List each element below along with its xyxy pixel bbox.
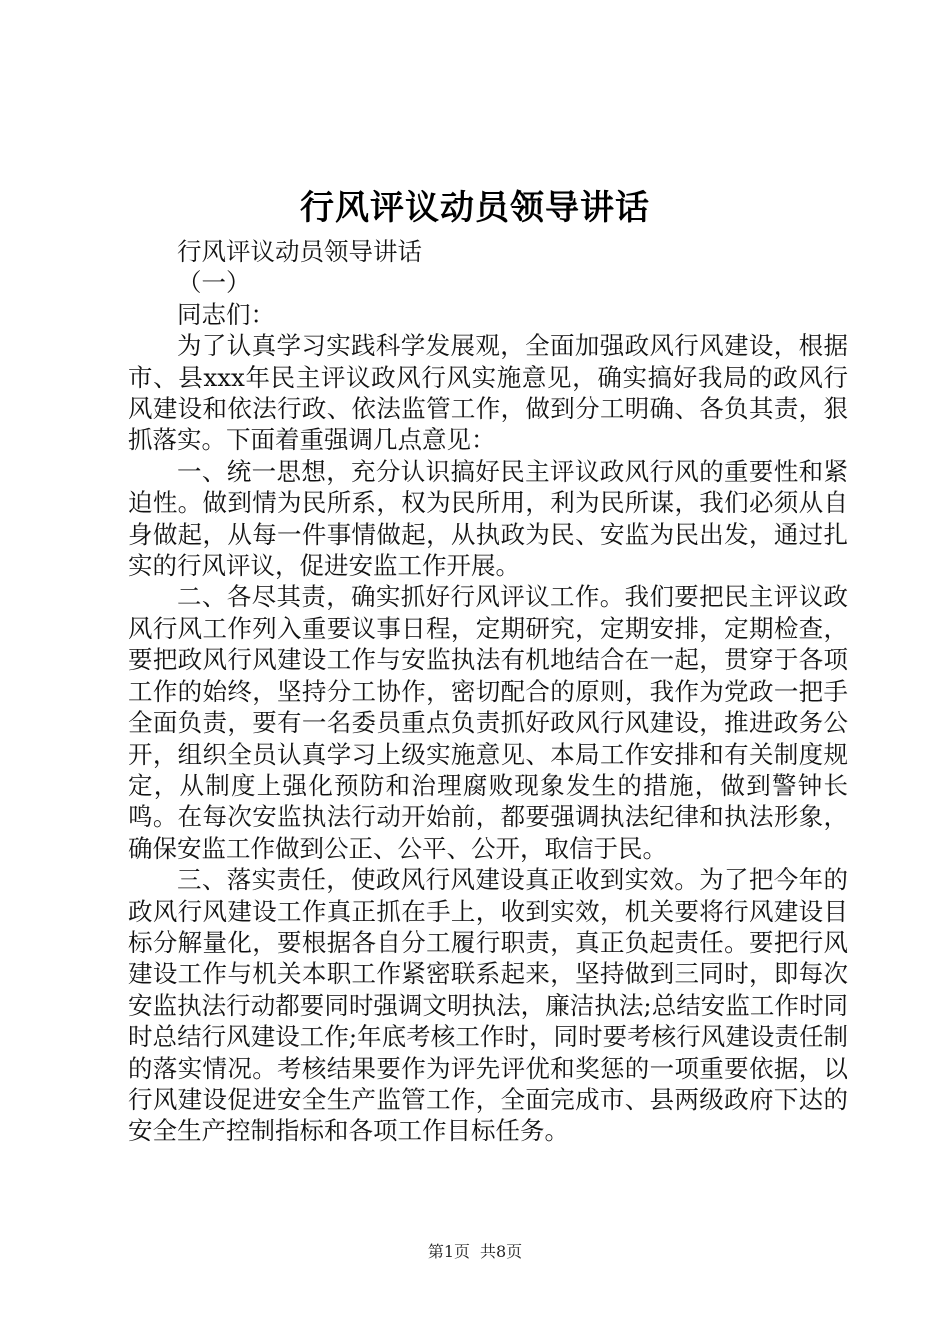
subtitle-paragraph: 行风评议动员领导讲话 <box>177 237 422 266</box>
page-total: 共8页 <box>480 1242 523 1261</box>
document-body <box>128 236 848 1147</box>
point-three-paragraph: 三、落实责任，使政风行风建设真正收到实效。为了把今年的政风行风建设工作真正抓在手上，收到实效，机关要将行风建设目标分解量化，要根据各自分工履行职责，真正负起责任。要把行风建设工作与机关本职工作紧密联系起来，坚持做到三同时，即每次安监执法行动都要同时强调文明执法，廉洁执法;总结安监工作时同时总结行风建设工作;年底考核工作时，同时要考核行风建设责任制的落实情况。考核结果要作为评先评优和奖惩的一项重要依据，以行风建设促进安全生产监管工作，全面完成市、县两级政府下达的安全生产控制指标和各项工作目标任务。 <box>128 865 848 1146</box>
point-one-paragraph: 一、统一思想，充分认识搞好民主评议政风行风的重要性和紧迫性。做到情为民所系，权为民所用，利为民所谋，我们必须从自身做起，从每一件事情做起，从执政为民、安监为民出发，通过扎实的行风评议，促进安监工作开展。 <box>128 456 848 581</box>
intro-paragraph: 为了认真学习实践科学发展观，全面加强政风行风建设，根据市、县xxx年民主评议政风行风实施意见，确实搞好我局的政风行风建设和依法行政、依法监管工作，做到分工明确、各负其责，狠抓落实。下面着重强调几点意见： <box>128 331 848 455</box>
point-two-paragraph: 二、各尽其责，确实抓好行风评议工作。我们要把民主评议政风行风工作列入重要议事日程，定期研究，定期安排，定期检查，要把政风行风建设工作与安监执法有机地结合在一起，贯穿于各项工作的始终，坚持分工协作，密切配合的原则，我作为党政一把手全面负责，要有一名委员重点负责抓好政风行风建设，推进政务公开，组织全员认真学习上级实施意见、本局工作安排和有关制度规定，从制度上强化预防和治理腐败现象发生的措施，做到警钟长鸣。在每次安监执法行动开始前，都要强调执法纪律和执法形象，确保安监工作做到公正、公平、公开，取信于民。 <box>128 582 848 863</box>
salutation-paragraph: 同志们： <box>177 299 275 329</box>
document-title: 行风评议动员领导讲话 <box>300 188 650 228</box>
page-footer <box>0 1240 950 1264</box>
section-number: （一） <box>177 268 251 298</box>
page-number: 第1页 <box>427 1242 470 1261</box>
